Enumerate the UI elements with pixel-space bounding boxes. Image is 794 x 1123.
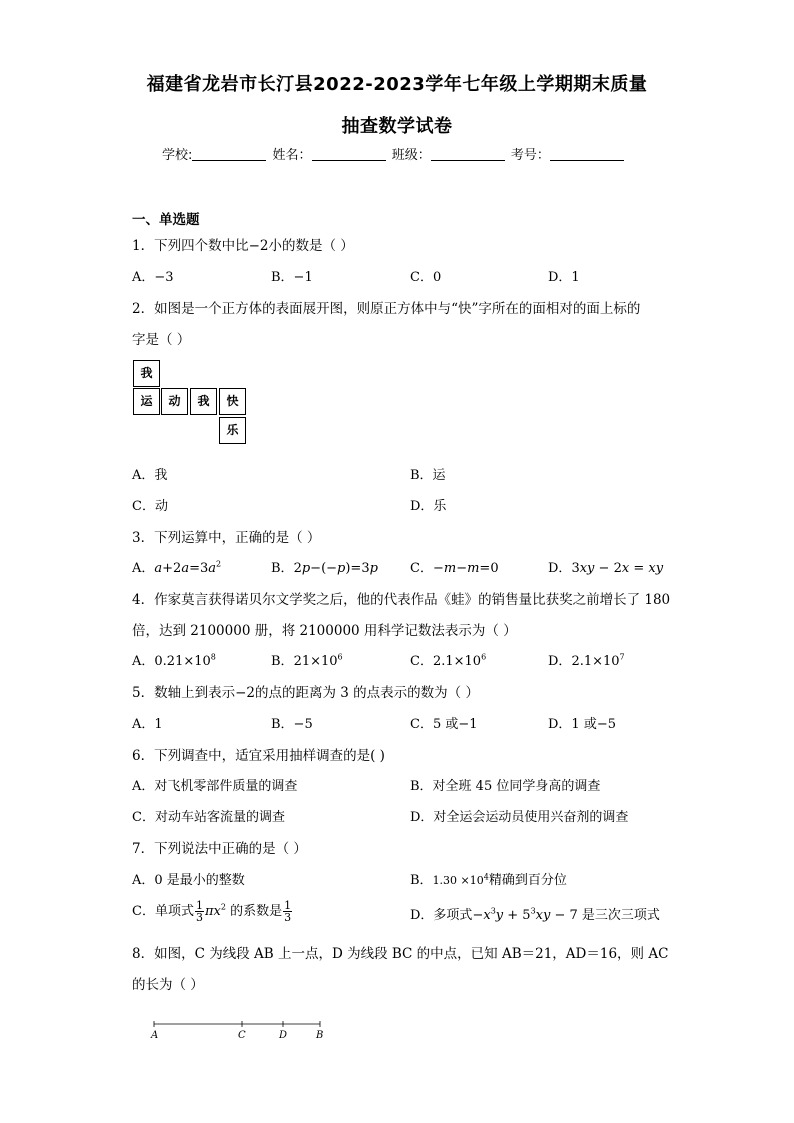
q2-option-a: A．我 (132, 468, 168, 483)
question-2-stem-line1: 2．如图是一个正方体的表面展开图，则原正方体中与“快”字所在的面相对的面上标的 (132, 301, 641, 317)
q3-option-a-label: A． (132, 561, 155, 576)
q7-option-b-label: B． (410, 873, 433, 888)
exam-title-line2: 抽查数学试卷 (341, 116, 453, 137)
q6-option-c: C．对动车站客流量的调查 (132, 810, 285, 825)
q3-option-c: C．−m−m=0 (410, 561, 499, 576)
question-4-stem-line2: 倍，达到 2100000 册，将 2100000 用科学记数法表示为（ ） (132, 623, 517, 639)
exam-number-blank[interactable] (550, 148, 624, 161)
q4-option-b-label: B． (271, 654, 294, 669)
q7-option-b: B．$1.30 \times 10^4$精确到百分位 (410, 872, 567, 888)
q7-option-c-label: C．单项式 (132, 904, 194, 919)
question-7-stem: 7．下列说法中正确的是（ ） (132, 841, 307, 857)
fraction-one-third: $\frac{1}{3}$ (195, 899, 203, 924)
net-cell-row-4: 快 (219, 388, 246, 415)
q1-option-a: A．−3 (132, 270, 174, 285)
q4-option-c-label: C． (410, 654, 433, 669)
point-b-label: B (316, 1030, 324, 1040)
q4-option-a-label: A． (132, 654, 155, 669)
school-label: 学校: (162, 148, 193, 163)
q7-option-c: C．单项式 $\frac{1}{3}$ $\pi x^2$ 的系数是 $\frac{1}{3}$ (132, 899, 292, 924)
question-2-stem-line2: 字是（ ） (132, 332, 191, 348)
point-c-label: C (238, 1030, 246, 1040)
q4-option-d: D．$2.1\times 10^7$ (548, 652, 625, 669)
q5-option-d: D．1 或−5 (548, 717, 616, 732)
net-cell-row-3: 我 (190, 388, 217, 415)
q5-option-b: B．−5 (271, 717, 313, 732)
q6-option-d: D．对全运会运动员使用兴奋剂的调查 (410, 810, 629, 825)
q3-option-b-label: B． (271, 561, 294, 576)
question-3-stem: 3．下列运算中，正确的是（ ） (132, 530, 321, 546)
q5-option-a: A．1 (132, 717, 163, 732)
q2-option-d: D．乐 (410, 499, 447, 514)
q7-option-a: A．0 是最小的整数 (132, 873, 245, 888)
net-cell-bottom: 乐 (219, 417, 246, 444)
q4-option-d-label: D． (548, 654, 572, 669)
q3-option-a: A．$a+2a=3a^2$ (132, 559, 222, 576)
point-a-label: A (151, 1030, 159, 1040)
question-6-stem: 6．下列调查中，适宜采用抽样调查的是( ) (132, 748, 385, 764)
q2-option-b: B．运 (410, 468, 446, 483)
q3-option-d-label: D． (548, 561, 572, 576)
class-label: 班级： (391, 148, 431, 163)
q3-option-c-label: C． (410, 561, 433, 576)
question-5-stem: 5．数轴上到表示−2的点的距离为 3 的点表示的数为（ ） (132, 685, 479, 701)
q7-option-d-label: D．多项式 (410, 908, 473, 923)
exam-number-label: 考号： (510, 148, 550, 163)
q5-option-c: C．5 或−1 (410, 717, 478, 732)
line-segment-figure (150, 1020, 324, 1040)
question-8-stem-line2: 的长为（ ） (132, 977, 204, 993)
q6-option-b: B．对全班 45 位同学身高的调查 (410, 779, 601, 794)
section-title: 一、单选题 (132, 212, 200, 228)
q4-option-a: A．$0.21\times 10^8$ (132, 652, 216, 669)
q3-option-b: B．2p−(−p)=3p (271, 561, 378, 576)
q1-option-b: B．−1 (271, 270, 313, 285)
exam-title-line1: 福建省龙岩市长汀县2022-2023学年七年级上学期期末质量 (146, 74, 648, 95)
fraction-one-third-answer: $\frac{1}{3}$ (284, 899, 292, 924)
question-4-stem-line1: 4．作家莫言获得诺贝尔文学奖之后，他的代表作品《蛙》的销售量比获奖之前增长了 180 (132, 592, 671, 608)
class-blank[interactable] (431, 148, 505, 161)
name-blank[interactable] (312, 148, 386, 161)
school-blank[interactable] (192, 148, 266, 161)
q3-option-d: D．3xy − 2x = xy (548, 561, 664, 576)
net-cell-row-1: 运 (133, 388, 160, 415)
q1-option-d: D．1 (548, 270, 580, 285)
q6-option-a: A．对飞机零部件质量的调查 (132, 779, 298, 794)
q1-option-c: C．0 (410, 270, 442, 285)
q4-option-b: B．$21\times 10^6$ (271, 652, 343, 669)
question-1-stem: 1．下列四个数中比−2小的数是（ ） (132, 238, 354, 254)
question-8-stem-line1: 8．如图，C 为线段 AB 上一点，D 为线段 BC 的中点，已知 AB＝21，AD＝16，则 AC (132, 946, 669, 962)
student-info-fields (162, 144, 626, 163)
net-cell-row-2: 动 (161, 388, 188, 415)
q2-option-c: C．动 (132, 499, 168, 514)
q7-option-d: D．多项式$-x^3y + 5^3xy - 7$ 是三次三项式 (410, 906, 660, 923)
name-label: 姓名： (272, 148, 312, 163)
point-d-label: D (279, 1030, 288, 1040)
net-cell-top: 我 (133, 360, 160, 387)
q4-option-c: C．$2.1\times 10^6$ (410, 652, 487, 669)
